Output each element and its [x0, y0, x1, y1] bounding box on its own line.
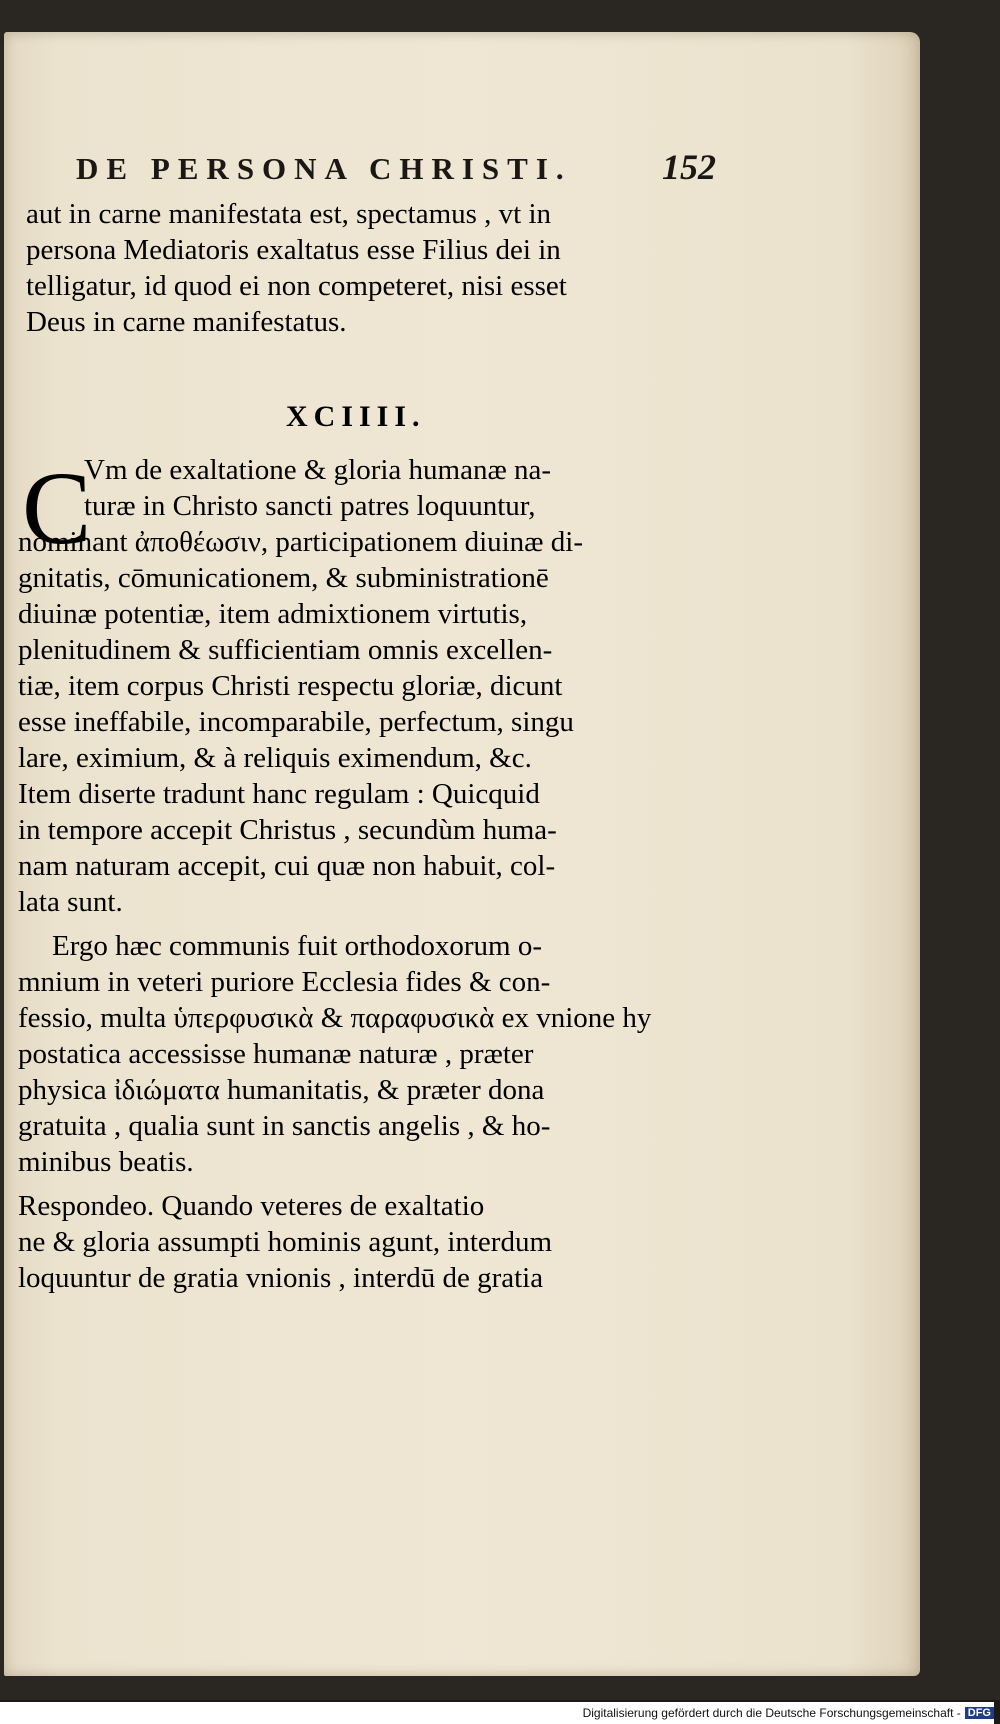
book-page	[4, 32, 920, 1676]
text-line: minibus beatis.	[18, 1146, 194, 1178]
running-head-title: DE PERSONA CHRISTI.	[76, 151, 572, 186]
running-head	[76, 146, 716, 188]
text-line: nam naturam accepit, cui quæ non habuit, col-	[18, 850, 556, 882]
text-line: diuinæ potentiæ, item admixtionem virtutis,	[18, 598, 528, 630]
text-line: ne & gloria assumpti hominis agunt, interdum	[18, 1226, 553, 1258]
text-line: Item diserte tradunt hanc regulam : Quicquid	[18, 778, 540, 810]
text-line: nominant ἀποθέωσιν, participationem diuinæ di-	[18, 526, 583, 558]
text-line: Deus in carne manifestatus.	[26, 306, 347, 338]
text-line: loquuntur de gratia vnionis , interdū de gratia	[18, 1262, 544, 1294]
text-line: lare, eximium, & à reliquis eximendum, &c.	[18, 742, 532, 774]
text-line: plenitudinem & sufficientiam omnis excellen-	[18, 634, 553, 666]
text-line: Vm de exaltatione & gloria humanæ na-	[84, 454, 552, 486]
text-line: persona Mediatoris exaltatus esse Filius dei in	[26, 234, 561, 266]
text-line: in tempore accepit Christus , secundùm huma-	[18, 814, 557, 846]
text-line: esse ineffabile, incomparabile, perfectum, singu	[18, 706, 574, 738]
text-line: gratuita , qualia sunt in sanctis angelis , & ho-	[18, 1110, 551, 1142]
text-line: fessio, multa ὑπερφυσικὰ & παραφυσικὰ ex vnione hy	[18, 1002, 652, 1034]
text-line: postatica accessisse humanæ naturæ , præter	[18, 1038, 534, 1070]
section-number: XCIIII.	[286, 400, 426, 433]
page-number: 152	[662, 147, 716, 187]
dfg-logo-icon: DFG	[965, 1707, 994, 1719]
text-line: aut in carne manifestata est, spectamus , vt in	[26, 198, 552, 230]
footer-credit: Digitalisierung gefördert durch die Deutsche Forschungsgemeinschaft -	[582, 1706, 961, 1720]
text-line: physica ἰδιώματα humanitatis, & præter dona	[18, 1074, 545, 1106]
text-line: Ergo hæc communis fuit orthodoxorum o-	[52, 930, 542, 962]
text-line: tiæ, item corpus Christi respectu gloriæ, dicunt	[18, 670, 563, 702]
text-line: telligatur, id quod ei non competeret, nisi esset	[26, 270, 567, 302]
digitization-footer	[0, 1702, 994, 1724]
drop-initial: C	[22, 451, 92, 566]
text-line: Respondeo. Quando veteres de exaltatio	[18, 1190, 485, 1222]
text-line: gnitatis, cōmunicationem, & subministrationē	[18, 562, 549, 594]
text-line: lata sunt.	[18, 886, 123, 918]
text-line: mnium in veteri puriore Ecclesia fides & con-	[18, 966, 551, 998]
text-line: turæ in Christo sancti patres loquuntur,	[84, 490, 536, 522]
